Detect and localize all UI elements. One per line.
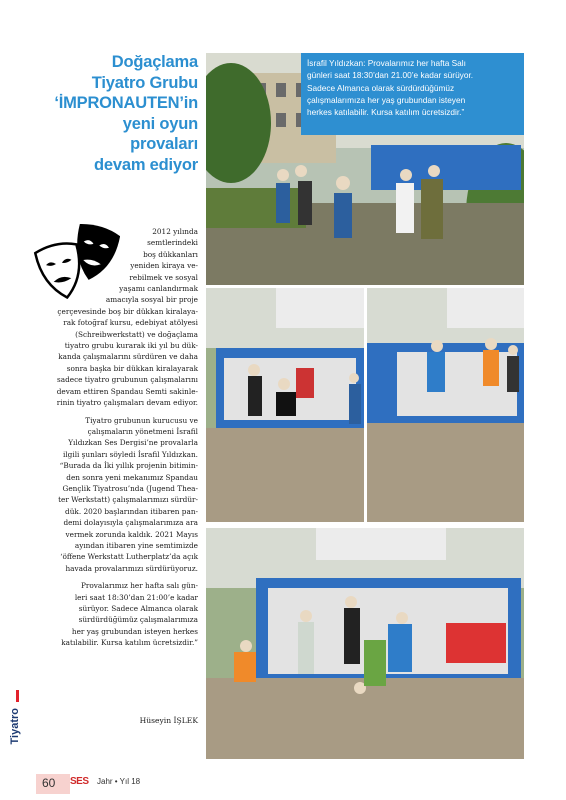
article-paragraph <box>36 415 198 575</box>
article-line: den sonra yeni mekanımız Spandau <box>66 472 198 482</box>
article-line: Tiyatro grubunun kurucusu ve <box>85 415 198 425</box>
article-line: her yaş grubundan isteyen herkes <box>71 626 198 636</box>
author-name: Hüseyin İŞLEK <box>139 716 198 725</box>
photo-rehearsal-group <box>206 528 524 759</box>
caption-line: herkes katılabilir. Kursa katılım ücretsizdir.” <box>307 107 465 118</box>
article-line: devam ettiren Spandau Semti sakinle- <box>56 386 198 396</box>
photo-rehearsal-left <box>206 288 364 522</box>
article-line: çalışmaların yönetmeni İsrafil <box>87 426 198 436</box>
article-line: leri saat 18:30’dan 21:00’e kadar <box>74 592 198 602</box>
photo-rehearsal-right <box>367 288 524 522</box>
article-line: ayından itibaren yine semtimizde <box>74 540 198 550</box>
section-label-text: Tiyatro <box>9 708 21 745</box>
article-line: rebilmek ve sosyal <box>129 272 198 282</box>
photo-caption <box>301 53 524 135</box>
article-line: semtlerindeki <box>147 238 198 248</box>
title-line: provaları <box>130 135 198 153</box>
article-paragraph <box>36 226 198 409</box>
article-line: Gençlik Tiyatrosu’nda (Jugend Thea- <box>62 483 198 493</box>
article-line: rak fotoğraf kursu, edebiyat atölyesi <box>63 318 198 328</box>
article-line: “Burada da İki yıllık projenin bitimin- <box>59 461 198 471</box>
caption-line: çalışmalarımıza her yaş grubundan isteyen <box>307 94 466 105</box>
article-line: Yıldızkan Ses Dergisi’ne provalarla <box>68 438 198 448</box>
article-title <box>40 52 198 175</box>
article-line: katılabilir. Kursa katılım ücretsizdir.” <box>61 638 198 648</box>
article-line: (Schreibwerkstatt) ve doğaçlama <box>75 329 198 339</box>
magazine-logo: SES <box>70 776 89 787</box>
article-line: kanda çalışmalarını sürdüren ve daha <box>58 352 198 362</box>
section-label <box>9 690 29 760</box>
article-line: amacıyla sosyal bir proje <box>105 295 198 305</box>
page-number: 60 <box>42 776 56 790</box>
title-line: ‘İMPRONAUTEN’in <box>54 94 198 112</box>
article-line: ‘öffene Werkstatt Lutherplatz’da açık <box>60 552 198 562</box>
article-line: vermek zorunda kaldık. 2021 Mayıs <box>65 529 198 539</box>
article-line: sürdürdüğümüz çalışmalarımıza <box>78 615 198 625</box>
article-body <box>36 226 198 654</box>
article-line: sürüyor. Sadece Almanca olarak <box>78 604 198 613</box>
issue-label: Jahr • Yıl 18 <box>97 777 141 786</box>
article-line: boş dükkanları <box>143 249 198 259</box>
article-line: sonra başka bir dükkan kiralayarak <box>66 363 198 373</box>
article-line: sadece tiyatro grubunun çalışmalarını <box>57 375 198 385</box>
page-footer <box>0 768 566 800</box>
article-line: demi dolayısıyla çalışmalarımıza ara <box>63 518 198 528</box>
article-line: yeniden kiraya ve- <box>130 261 198 271</box>
article-line: çerçevesinde boş bir dükkan kiralaya- <box>57 306 198 316</box>
article-line: 2012 yılında <box>152 227 198 236</box>
title-line: Doğaçlama <box>111 53 198 71</box>
article-line: dük. 2020 başlarından itibaren pan- <box>65 506 198 516</box>
caption-line: günleri saat 18:30’dan 21.00’e kadar sürüyor. <box>307 70 474 81</box>
article-paragraph <box>36 580 198 648</box>
article-line: Provalarımız her hafta salı gün- <box>81 581 198 591</box>
section-marker <box>16 690 19 702</box>
title-line: yeni oyun <box>122 114 198 133</box>
article-line: yaşamı canlandırmak <box>119 284 198 294</box>
article-line: ter Werkstatt) çalışmalarımızı sürdür- <box>58 495 198 505</box>
article-line: havada provalarımızı sürdürüyoruz. <box>65 563 198 573</box>
article-line: ilgili şunları söyledi İsrafil Yıldızkan. <box>63 449 198 459</box>
caption-line: Sadece Almanca olarak sürdürdüğümüz <box>307 82 455 93</box>
caption-line: İsrafil Yıldızkan: Provalarımız her hafta Salı <box>307 58 466 68</box>
article-line: tiyatro grubu kurarak iki yıl bu dük- <box>64 341 198 351</box>
title-line: devam ediyor <box>94 155 198 174</box>
article-line: rinin tiyatro çalışmaları devam ediyor. <box>56 398 198 408</box>
title-line: Tiyatro Grubu <box>91 73 198 92</box>
